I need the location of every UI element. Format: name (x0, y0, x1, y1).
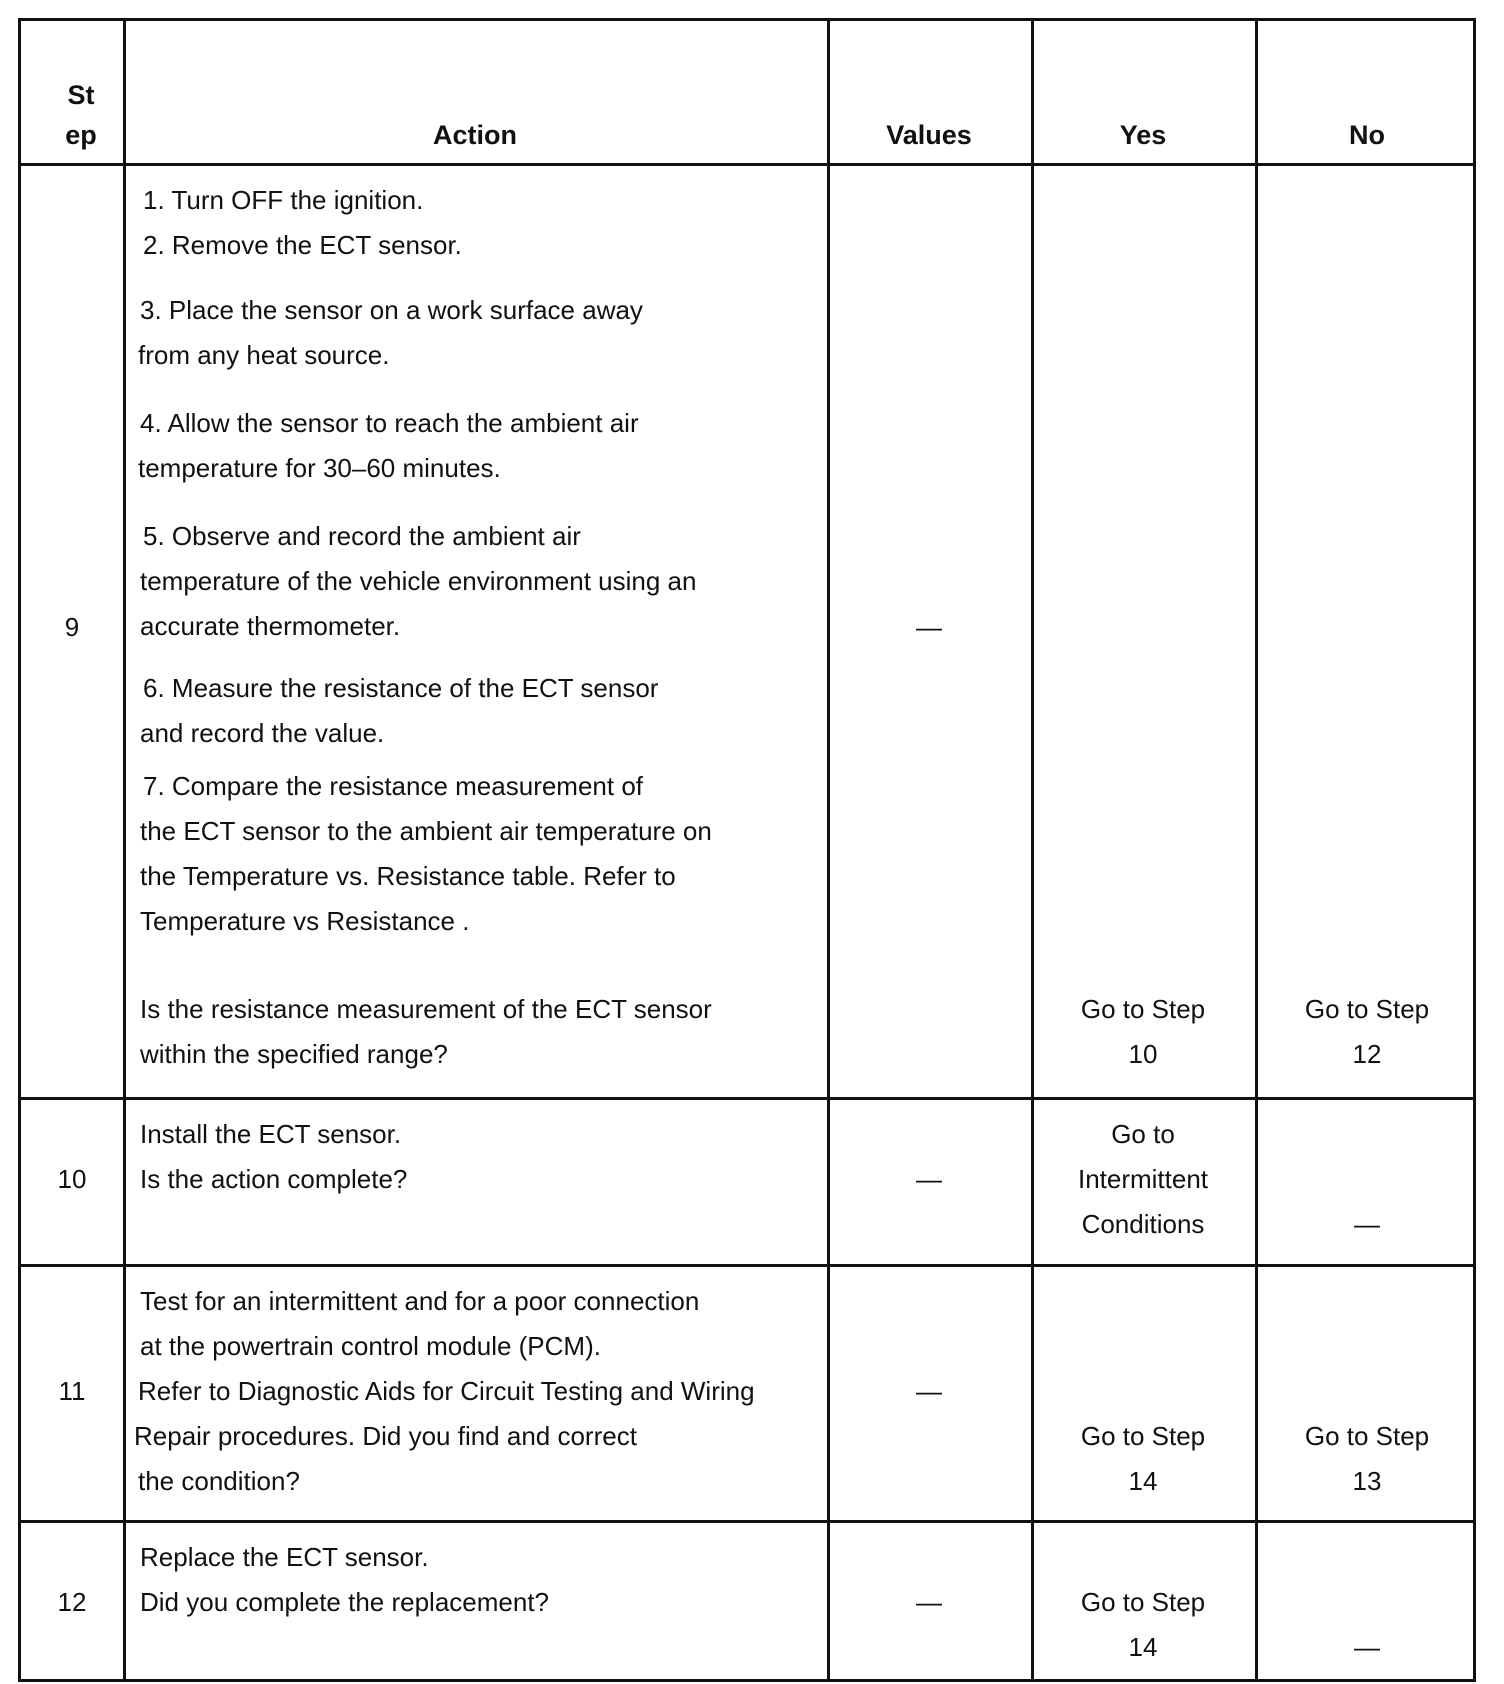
action-line: Repair procedures. Did you find and correct (134, 1421, 637, 1451)
action-line: temperature of the vehicle environment using an (140, 566, 697, 596)
action-line: and record the value. (140, 718, 385, 748)
header-no: No (1349, 120, 1385, 150)
values-dash: — (916, 1587, 942, 1617)
header-yes: Yes (1119, 120, 1167, 150)
values-dash: — (916, 1164, 942, 1194)
action-line: Refer to Diagnostic Aids for Circuit Testing and Wiring (138, 1376, 755, 1406)
action-line: Did you complete the replacement? (140, 1587, 550, 1617)
action-line: Temperature vs Resistance . (140, 906, 470, 936)
no-result-line: — (1354, 1632, 1380, 1662)
action-line: temperature for 30–60 minutes. (138, 453, 501, 483)
action-line: the condition? (138, 1466, 300, 1496)
yes-result-line: Go to Step (1080, 1421, 1206, 1451)
step-number: 10 (57, 1164, 87, 1194)
header-action: Action (433, 120, 517, 150)
action-line: accurate thermometer. (140, 611, 401, 641)
header-step-line2: ep (65, 120, 97, 150)
action-line: Test for an intermittent and for a poor connection (140, 1286, 700, 1316)
yes-result-line: Go to Step (1080, 994, 1206, 1024)
yes-result-line: 14 (1128, 1466, 1158, 1496)
step-number: 12 (57, 1587, 87, 1617)
action-line: the Temperature vs. Resistance table. Refer to (140, 861, 676, 891)
action-line: within the specified range? (140, 1039, 448, 1069)
action-line: 2. Remove the ECT sensor. (143, 230, 462, 260)
yes-result-line: 14 (1128, 1632, 1158, 1662)
action-line: 4. Allow the sensor to reach the ambient air (140, 408, 639, 438)
no-result-line: 12 (1352, 1039, 1382, 1069)
no-result-line: Go to Step (1304, 1421, 1430, 1451)
action-line: Is the resistance measurement of the ECT sensor (140, 994, 712, 1024)
values-dash: — (916, 612, 942, 642)
action-line: 3. Place the sensor on a work surface away (140, 295, 643, 325)
column-divider (827, 21, 830, 1679)
column-divider (123, 21, 126, 1679)
no-result-line: 13 (1352, 1466, 1382, 1496)
yes-result-line: Conditions (1081, 1209, 1205, 1239)
header-step-line1: St (67, 80, 95, 110)
no-result-line: — (1354, 1209, 1380, 1239)
yes-result-line: Go to (1111, 1119, 1175, 1149)
action-line: 7. Compare the resistance measurement of (143, 771, 644, 801)
action-line: 5. Observe and record the ambient air (143, 521, 581, 551)
step-number: 11 (58, 1376, 86, 1406)
action-line: from any heat source. (138, 340, 390, 370)
step-number: 9 (64, 612, 80, 642)
row-divider (21, 1520, 1473, 1523)
action-line: at the powertrain control module (PCM). (140, 1331, 601, 1361)
row-divider (21, 1097, 1473, 1100)
yes-result-line: Go to Step (1080, 1587, 1206, 1617)
row-divider (21, 1264, 1473, 1267)
action-line: 6. Measure the resistance of the ECT sensor (143, 673, 659, 703)
action-line: the ECT sensor to the ambient air temperature on (140, 816, 712, 846)
header-values: Values (886, 120, 972, 150)
row-divider (21, 163, 1473, 166)
action-line: 1. Turn OFF the ignition. (143, 185, 424, 215)
action-line: Replace the ECT sensor. (140, 1542, 429, 1572)
action-line: Install the ECT sensor. (140, 1119, 402, 1149)
no-result-line: Go to Step (1304, 994, 1430, 1024)
values-dash: — (916, 1376, 942, 1406)
action-line: Is the action complete? (140, 1164, 408, 1194)
yes-result-line: 10 (1128, 1039, 1158, 1069)
yes-result-line: Intermittent (1077, 1164, 1209, 1194)
